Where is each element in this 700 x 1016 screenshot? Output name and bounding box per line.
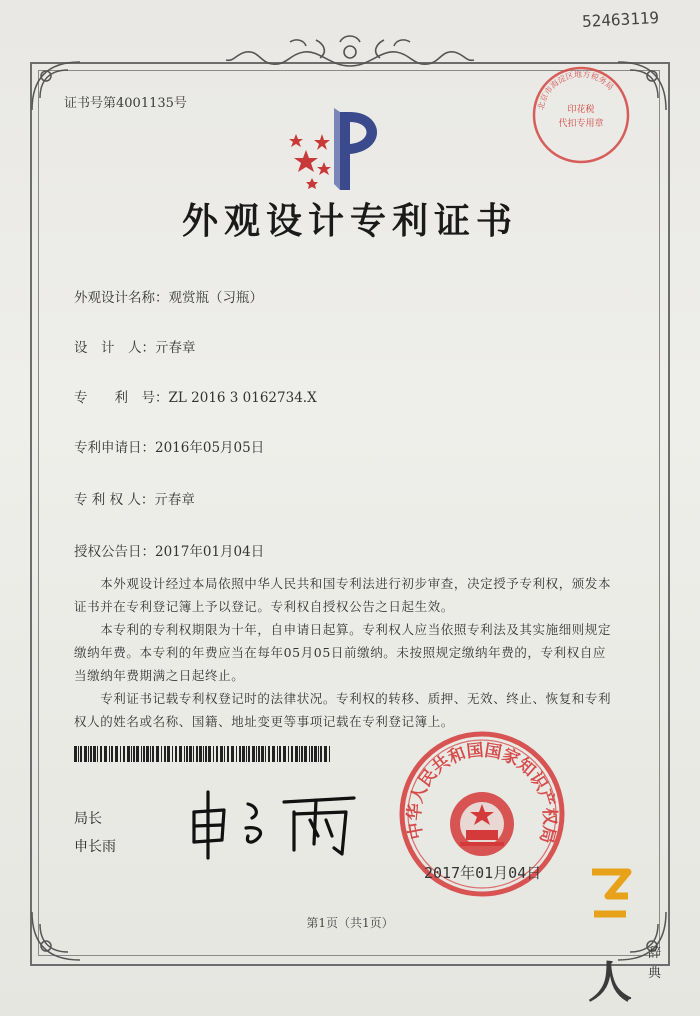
tax-seal: [530, 64, 632, 166]
barcode-bar: [224, 746, 225, 762]
barcode-bar: [329, 746, 330, 762]
barcode-bar: [90, 746, 92, 762]
field-patent-number: [74, 386, 317, 406]
barcode-bar: [196, 746, 198, 762]
barcode-bar: [123, 746, 125, 762]
field-grant-date: [74, 540, 264, 560]
issue-date: 2017年01月04日: [424, 864, 542, 882]
barcode-bar: [88, 746, 89, 762]
field-value: 亓春章: [155, 340, 196, 356]
barcode-bar: [258, 746, 260, 762]
barcode-bar: [248, 746, 250, 762]
barcode-bar: [167, 746, 170, 762]
barcode-bar: [199, 746, 202, 762]
barcode-bar: [146, 746, 149, 762]
body-paragraph: 专利证书记载专利权登记时的法律状况。专利权的转移、质押、无效、终止、恢复和专利权人的姓名或名称、国籍、地址变更等事项记载在专利登记簿上。: [74, 691, 612, 729]
barcode-bar: [216, 746, 218, 762]
barcode-bar: [277, 746, 278, 762]
watermark-text: 辞典: [648, 946, 662, 981]
barcode-bar: [141, 746, 142, 762]
barcode-bar: [104, 746, 107, 762]
barcode-bar: [74, 746, 77, 762]
barcode-bar: [172, 746, 173, 762]
field-label: 授权公告日：: [74, 544, 155, 560]
barcode-bar: [242, 746, 245, 762]
barcode-bar: [189, 746, 192, 762]
field-value: 2016年05月05日: [155, 440, 265, 456]
patent-office-logo: [284, 104, 394, 194]
barcode-bar: [80, 746, 82, 762]
barcode-bar: [236, 746, 237, 762]
barcode-bar: [164, 746, 166, 762]
barcode-bar: [314, 746, 317, 762]
field-label: 专 利 权 人：: [74, 492, 155, 508]
barcode-bar: [133, 746, 135, 762]
barcode-bar: [320, 746, 322, 762]
field-designer: [74, 336, 196, 356]
barcode-bar: [111, 746, 113, 762]
barcode-bar: [97, 746, 98, 762]
field-application-date: [74, 436, 264, 456]
barcode-bar: [186, 746, 188, 762]
barcode: [74, 746, 336, 762]
watermark-logo-icon: [588, 866, 632, 922]
barcode-bar: [156, 746, 159, 762]
barcode-bar: [120, 746, 121, 762]
barcode-bar: [279, 746, 281, 762]
barcode-bar: [268, 746, 270, 762]
barcode-bar: [283, 746, 286, 762]
barcode-bar: [304, 746, 307, 762]
field-value: ZL 2016 3 0162734.X: [168, 390, 317, 406]
barcode-bar: [288, 746, 289, 762]
barcode-bar: [193, 746, 194, 762]
field-value: 亓春章: [154, 492, 195, 508]
barcode-bar: [78, 746, 79, 762]
barcode-bar: [203, 746, 204, 762]
barcode-bar: [93, 746, 96, 762]
body-paragraph: 本专利的专利权期限为十年，自申请日起算。专利权人应当依照专利法及其实施细则规定缴纳年费。本专利的年费应当在每年05月05日前缴纳。未按照规定缴纳年费的，专利权自应当缴纳年费期满之日起终止。: [74, 622, 612, 683]
barcode-bar: [256, 746, 257, 762]
handwritten-code: 52463119: [581, 7, 660, 32]
top-ornament: [220, 30, 480, 74]
barcode-bar: [161, 746, 162, 762]
barcode-bar: [205, 746, 207, 762]
barcode-bar: [184, 746, 185, 762]
svg-text:北京市海淀区地方税务局: 北京市海淀区地方税务局: [536, 69, 616, 111]
barcode-bar: [231, 746, 234, 762]
barcode-bar: [311, 746, 313, 762]
barcode-bar: [150, 746, 151, 762]
barcode-bar: [239, 746, 241, 762]
barcode-bar: [179, 746, 182, 762]
field-label: 专利申请日：: [74, 440, 155, 456]
barcode-bar: [272, 746, 275, 762]
barcode-bar: [295, 746, 298, 762]
svg-text:代扣专用章: 代扣专用章: [558, 119, 604, 129]
barcode-bar: [265, 746, 266, 762]
barcode-bar: [227, 746, 229, 762]
barcode-bar: [100, 746, 102, 762]
barcode-bar: [136, 746, 139, 762]
certificate-title: 外观设计专利证书: [181, 201, 518, 242]
barcode-bar: [152, 746, 154, 762]
barcode-bar: [208, 746, 211, 762]
barcode-bar: [131, 746, 132, 762]
barcode-bar: [143, 746, 145, 762]
barcode-bar: [127, 746, 130, 762]
barcode-bar: [301, 746, 303, 762]
certificate-body: [74, 572, 614, 733]
page-number: 第1页（共1页）: [306, 916, 394, 930]
barcode-bar: [299, 746, 300, 762]
barcode-bar: [246, 746, 247, 762]
field-patentee: [74, 488, 195, 508]
watermark-character: 人: [588, 957, 632, 1008]
barcode-bar: [84, 746, 87, 762]
director-title: 局长: [74, 811, 102, 827]
barcode-bar: [175, 746, 177, 762]
barcode-bar: [318, 746, 319, 762]
barcode-bar: [115, 746, 118, 762]
barcode-bar: [252, 746, 255, 762]
field-label: 专 利 号：: [74, 390, 169, 406]
barcode-bar: [309, 746, 310, 762]
body-paragraph: 本外观设计经过本局依照中华人民共和国专利法进行初步审查，决定授予专利权，颁发本证书并在专利登记簿上予以登记。专利权自授权公告之日起生效。: [74, 576, 612, 614]
barcode-bar: [291, 746, 293, 762]
barcode-bar: [324, 746, 327, 762]
field-value: 2017年01月04日: [155, 544, 265, 560]
barcode-bar: [109, 746, 110, 762]
barcode-bar: [220, 746, 223, 762]
barcode-bar: [261, 746, 264, 762]
field-label: 外观设计名称：: [74, 290, 169, 306]
field-value: 观赏瓶（习瓶）: [168, 290, 263, 306]
field-label: 设 计 人：: [74, 340, 155, 356]
field-design-name: [74, 286, 263, 306]
svg-text:印花税: 印花税: [567, 105, 595, 115]
svg-text:中华人民共和国国家知识产权局: 中华人民共和国国家知识产权局: [404, 740, 560, 846]
director-signature: [186, 784, 366, 860]
barcode-bar: [213, 746, 214, 762]
certificate-number: 证书号第4001135号: [64, 96, 187, 111]
director-name: 申长雨: [74, 839, 116, 855]
